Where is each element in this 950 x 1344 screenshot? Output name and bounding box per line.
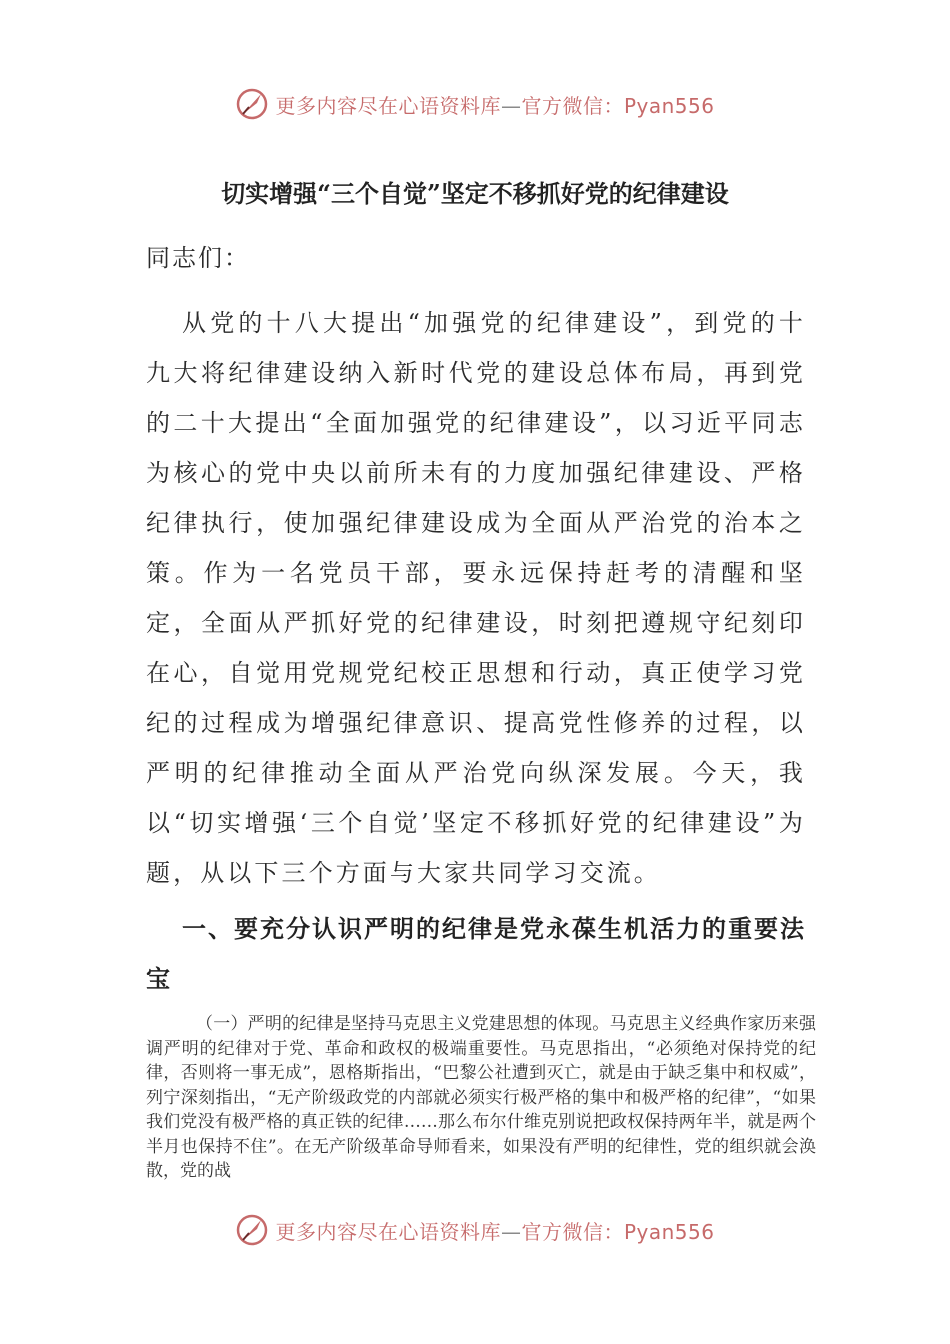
subsection-paragraph: （一）严明的纪律是坚持马克思主义党建思想的体现。马克思主义经典作家历来强调严明的纪律对于党、革命和政权的极端重要性。马克思指出，“必须绝对保持党的纪律，否则将一事无成”，恩格斯指出，“巴黎公社遭到灭亡，就是由于缺乏集中和权威”，列宁深刻指出，“无产阶级政党的内部就必须实行极严格的集中和极严格的纪律”，“如果我们党没有极严格的真正铁的纪律……那么布尔什维克别说把政权保持两年半，就是两个半月也保持不住”。在无产阶级革命导师看来，如果没有严明的纪律性，党的组织就会涣散，党的战	[146, 1014, 816, 1181]
quill-logo-icon	[235, 1213, 269, 1247]
quill-logo-icon	[235, 87, 269, 121]
banner-site-name: 更多内容尽在心语资料库	[275, 1219, 501, 1244]
document-title: 切实增强“三个自觉”坚定不移抓好党的纪律建设	[221, 179, 729, 208]
banner-site-name: 更多内容尽在心语资料库	[275, 93, 501, 118]
banner-dash: —	[500, 93, 522, 118]
body-paragraph: 从党的十八大提出“加强党的纪律建设”，到党的十九大将纪律建设纳入新时代党的建设总体布局，再到党的二十大提出“全面加强党的纪律建设”，以习近平同志为核心的党中央以前所未有的力度加强纪律建设、严格纪律执行，使加强纪律建设成为全面从严治党的治本之策。作为一名党员干部，要永远保持赶考的清醒和坚定，全面从严抓好党的纪律建设，时刻把遵规守纪刻印在心，自觉用党规党纪校正思想和行动，真正使学习党纪的过程成为增强纪律意识、提高党性修养的过程，以严明的纪律推动全面从严治党向纵深发展。今天，我以“切实增强‘三个自觉’坚定不移抓好党的纪律建设”为题，从以下三个方面与大家共同学习交流。	[146, 309, 806, 887]
salutation: 同志们：	[146, 244, 250, 272]
header-watermark-banner	[0, 84, 950, 124]
banner-wechat: 官方微信：Pyan556	[521, 93, 715, 118]
banner-text	[275, 1216, 714, 1245]
banner-text	[275, 90, 714, 119]
footer-watermark-banner	[0, 1210, 950, 1250]
banner-dash: —	[500, 1219, 522, 1244]
section-heading: 一、要充分认识严明的纪律是党永葆生机活力的重要法宝	[146, 914, 806, 993]
banner-wechat: 官方微信：Pyan556	[521, 1219, 715, 1244]
